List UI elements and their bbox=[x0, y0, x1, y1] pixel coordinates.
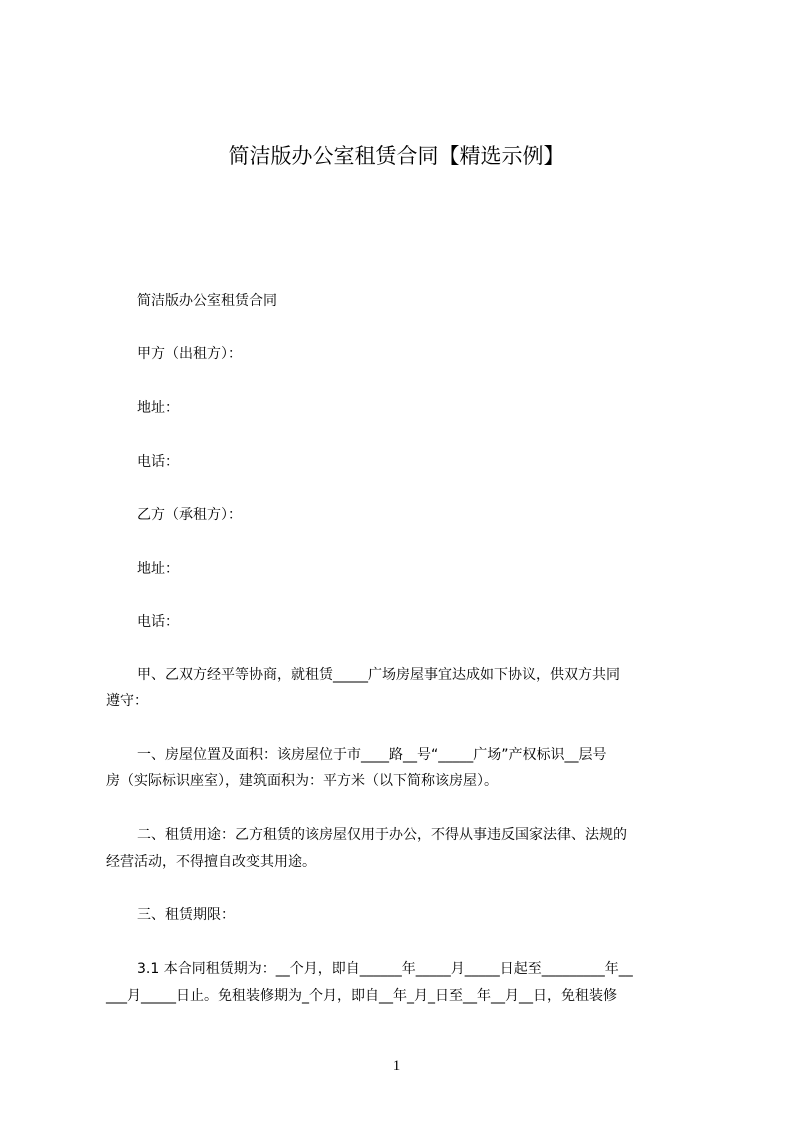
party-a-phone: 电话： bbox=[137, 454, 179, 470]
clause-3-heading: 三、租赁期限： bbox=[137, 907, 235, 923]
party-b-label: 乙方（承租方）： bbox=[137, 507, 242, 523]
party-b-phone: 电话： bbox=[137, 614, 179, 630]
contract-heading: 简洁版办公室租赁合同 bbox=[137, 293, 277, 309]
clause-1-line-2: 房（实际标识座室），建筑面积为：平方米（以下简称该房屋）。 bbox=[106, 773, 498, 789]
document-title: 简洁版办公室租赁合同【精选示例】 bbox=[228, 144, 565, 168]
clause-3-1-line-1: 3.1 本合同租赁期为：__个月，即自______年_____月_____日起至_________年__ bbox=[137, 961, 633, 977]
party-a-address: 地址： bbox=[137, 400, 179, 416]
clause-2-line-2: 经营活动，不得擅自改变其用途。 bbox=[106, 854, 316, 870]
clause-2-line-1: 二、租赁用途：乙方租赁的该房屋仅用于办公，不得从事违反国家法律、法规的 bbox=[137, 827, 627, 843]
party-b-address: 地址： bbox=[137, 561, 179, 577]
party-a-label: 甲方（出租方）： bbox=[137, 346, 242, 362]
page-number: 1 bbox=[392, 1058, 401, 1074]
clause-1-line-1: 一、房屋位置及面积：该房屋位于市____路__号“_____广场”产权标识__层号 bbox=[137, 747, 607, 763]
intro-paragraph-line-1: 甲、乙双方经平等协商，就租赁_____广场房屋事宜达成如下协议，供双方共同 bbox=[137, 667, 620, 683]
clause-3-1-line-2: ___月_____日止。免租装修期为_个月，即自__年_月_日至__年__月__日，免租装修 bbox=[106, 988, 617, 1004]
intro-paragraph-line-2: 遵守： bbox=[106, 693, 148, 709]
